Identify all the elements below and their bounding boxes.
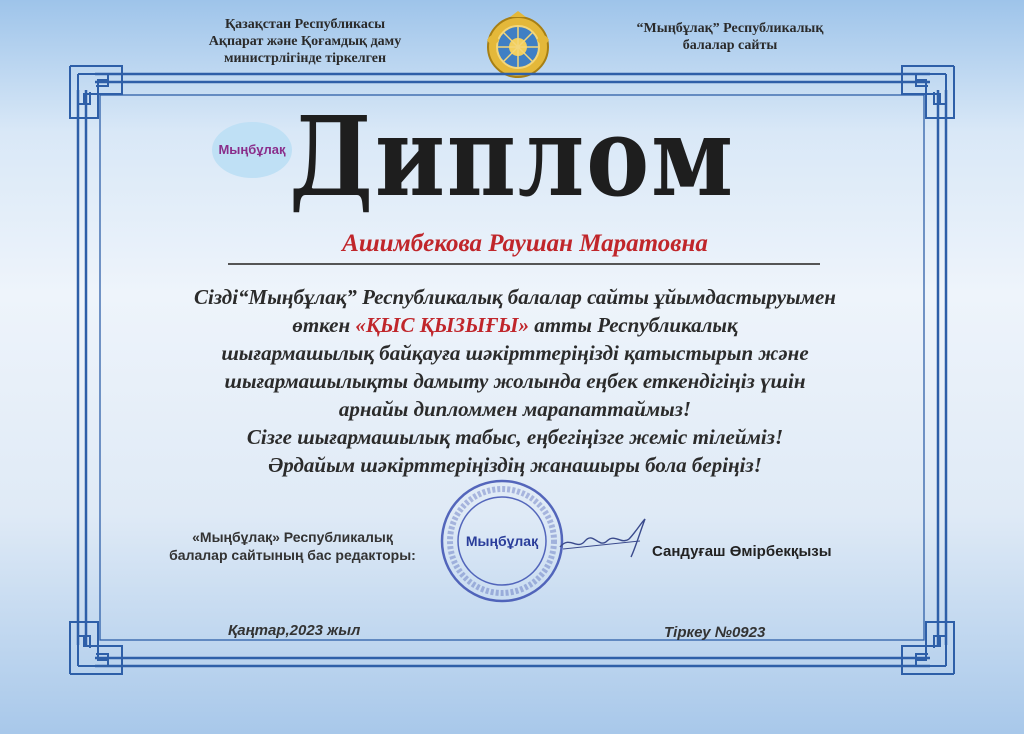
editor-position-line-2: балалар сайтының бас редакторы: — [169, 547, 416, 563]
award-line-2 — [120, 311, 910, 339]
award-line-7: Әрдайым шәкірттеріңіздің жанашыры бола беріңіз! — [268, 453, 762, 477]
ministry-header — [180, 16, 430, 67]
issue-date: Қаңтар,2023 жыл — [228, 622, 361, 639]
site-header — [600, 20, 860, 54]
award-line-5: арнайы дипломмен марапаттаймыз! — [338, 397, 692, 421]
award-line-4: шығармашылықты дамыту жолында еңбек еткендігіңіз үшін — [224, 369, 806, 393]
contest-name: «ҚЫС ҚЫЗЫҒЫ» — [355, 313, 529, 337]
signer-name: Сандуғаш Өмірбекқызы — [652, 543, 832, 560]
ministry-line-2: Ақпарат және Қоғамдық даму — [208, 34, 402, 49]
stamp-text: Мыңбұлақ — [465, 533, 539, 549]
award-line-1: Сізді“Мыңбұлақ” Республикалық балалар сайты ұйымдастыруымен — [194, 285, 836, 309]
state-emblem-icon — [483, 10, 553, 80]
site-line-1: “Мыңбұлақ” Республикалық — [636, 21, 824, 36]
award-line-2-post: атты Республикалық — [528, 313, 738, 337]
official-stamp-icon — [437, 476, 567, 606]
registration-number: Тіркеу №0923 — [664, 624, 766, 641]
award-text — [120, 283, 910, 479]
recipient-name: Ашимбекова Раушан Маратовна — [342, 230, 708, 257]
recipient-underline — [228, 263, 820, 265]
editor-position — [150, 528, 435, 564]
award-line-2-pre: өткен — [292, 313, 356, 337]
signature-icon — [555, 515, 655, 560]
ministry-line-3: министрлігінде тіркелген — [223, 51, 387, 66]
editor-position-line-1: «Мыңбұлақ» Республикалық — [192, 529, 393, 545]
award-line-3: шығармашылық байқауға шәкірттеріңізді қатыстырып және — [221, 341, 809, 365]
award-line-6: Сізге шығармашылық табыс, еңбегіңізге жеміс тілейміз! — [246, 425, 784, 449]
site-line-2: балалар сайты — [682, 38, 778, 53]
ministry-line-1: Қазақстан Республикасы — [224, 17, 386, 32]
logo-text: Мыңбұлақ — [218, 142, 286, 157]
diploma-title: Диплом — [289, 92, 735, 221]
